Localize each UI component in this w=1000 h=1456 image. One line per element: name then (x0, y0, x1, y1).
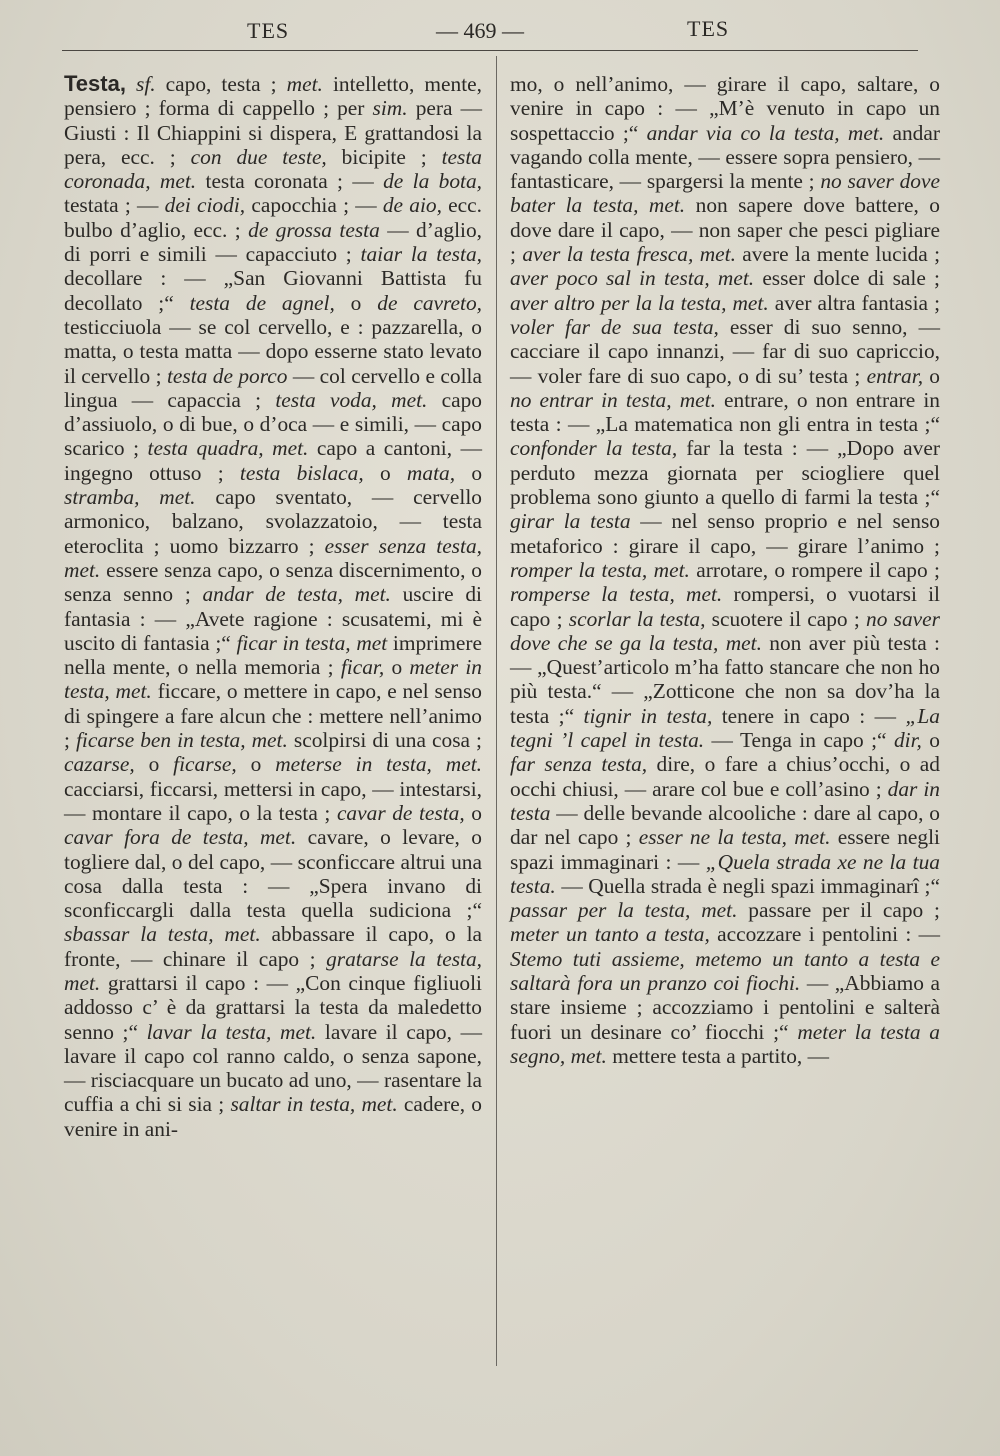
running-header (62, 14, 918, 44)
entry-text-right: mo, o nell’animo, — girare il capo, saltare, o venire in capo : — „M’è venuto in capo un sospettaccio ;“ andar via co la testa, met. andar vagando colla mente, — essere sopra pensiero, — fantasticare, — spargersi la mente ; no saver dove bater la testa, met. non sapere dove battere, o dove dare il capo, — non saper che pesci pigliare ; aver la testa fresca, met. avere la mente lucida ; aver poco sal in testa, met. esser dolce di sale ; aver altro per la la testa, met. aver altra fantasia ; voler far de sua testa, esser di suo senno, — cacciare il capo innanzi, — far di suo capriccio, — voler fare di suo capo, o di su’ testa ; entrar, o no entrar in testa, met. entrare, o non entrare in testa : — „La matematica non gli entra in testa ;“ confonder la testa, far la testa : — „Dopo aver perduto mezza giornata per sciogliere quel problema sono giunto a quello di farmi la testa ;“ girar la testa — nel senso proprio e nel senso metaforico : girare il capo, — girare l’animo ; romper la testa, met. arrotare, o rompere il capo ; romperse la testa, met. rompersi, o vuotarsi il capo ; scorlar la testa, scuotere il capo ; no saver dove che se ga la testa, met. non aver più testa : — „Quest’articolo m’ha fatto stancare che non ho più testa.“ — „Zotticone che non sa dov’ha la testa ;“ tignir in testa, tenere in capo : — „La tegni ’l capel in testa. — Tenga in capo ;“ dir, o far senza testa, dire, o fare a chius’occhi, o ad occhi chiusi, — arare col bue e coll’asino ; dar in testa — delle bevande alcooliche : dare al capo, o dar nel capo ; esser ne la testa, met. essere negli spazi immaginari : — „Quela strada xe ne la tua testa. — Quella strada è negli spazi immaginarî ;“ passar per la testa, met. passare per il capo ; meter un tanto a testa, accozzare i pentolini : — Stemo tuti assieme, metemo un tanto a testa e saltarà fora un pranzo coi fiochi. — „Abbiamo a stare insieme ; accozziamo i pentolini e salterà fuori un desinare co’ fiocchi ;“ meter la testa a segno, met. mettere testa a partito, — (510, 72, 941, 1068)
header-left-guide-word: TES (247, 18, 290, 43)
header-right-guide-word: TES (687, 16, 730, 41)
column-divider (496, 56, 497, 1366)
entry-text-left: Testa, sf. capo, testa ; met. intelletto, mente, pensiero ; forma di cappello ; per sim. pera — Giusti : Il Chiappini si dispera, E grattandosi la pera, ecc. ; con due teste, bicipite ; testa coronada, met. testa coronata ; — de la bota, testata ; — dei ciodi, capocchia ; — de aio, ecc. bulbo d’aglio, ecc. ; de grossa testa — d’aglio, di porri e simili — capacciuto ; taiar la testa, decollare : — „San Giovanni Battista fu decollato ;“ testa de agnel, o de cavreto, testicciuola — se col cervello, e : pazzarella, o matta, o testa matta — dopo esserne stato levato il cervello ; testa de porco — col cervello e colla lingua — capaccia ; testa voda, met. capo d’assiuolo, o di bue, o d’oca — e simili, — capo scarico ; testa quadra, met. capo a cantoni, — ingegno ottuso ; testa bislaca, o mata, o stramba, met. capo sventato, — cervello armonico, balzano, svolazzatoio, — testa eteroclita ; uomo bizzarro ; esser senza testa, met. essere senza capo, o senza discernimento, o senza senno ; andar de testa, met. uscire di fantasia : — „Avete ragione : scusatemi, mi è uscito di fantasia ;“ ficar in testa, met imprimere nella mente, o nella memoria ; ficar, o meter in testa, met. ficcare, o mettere in capo, e nel senso di spingere a fare alcun che : mettere nell’animo ; ficarse ben in testa, met. scolpirsi di una cosa ; cazarse, o ficarse, o meterse in testa, met. cacciarsi, ficcarsi, mettersi in capo, — intestarsi, — montare il capo, o la testa ; cavar de testa, o cavar fora de testa, met. cavare, o levare, o togliere dal, o del capo, — sconficcare altrui una cosa dalla testa : — „Spera invano di sconficcargli dalla testa quella sudiciona ;“ sbassar la testa, met. abbassare il capo, o la fronte, — chinare il capo ; gratarse la testa, met. grattarsi il capo : — „Con cinque figliuoli addosso c’ è da grattarsi la testa da maledetto senno ;“ lavar la testa, met. lavare il capo, — lavare il capo col ranno caldo, o senza sapone, — risciacquare un bucato ad uno, — rasentare la cuffia a chi si sia ; saltar in testa, met. cadere, o venire in ani- (64, 71, 483, 1141)
left-column (64, 72, 482, 1141)
page-number: — 469 — (436, 18, 524, 43)
header-rule (62, 50, 918, 51)
right-column (510, 72, 940, 1068)
